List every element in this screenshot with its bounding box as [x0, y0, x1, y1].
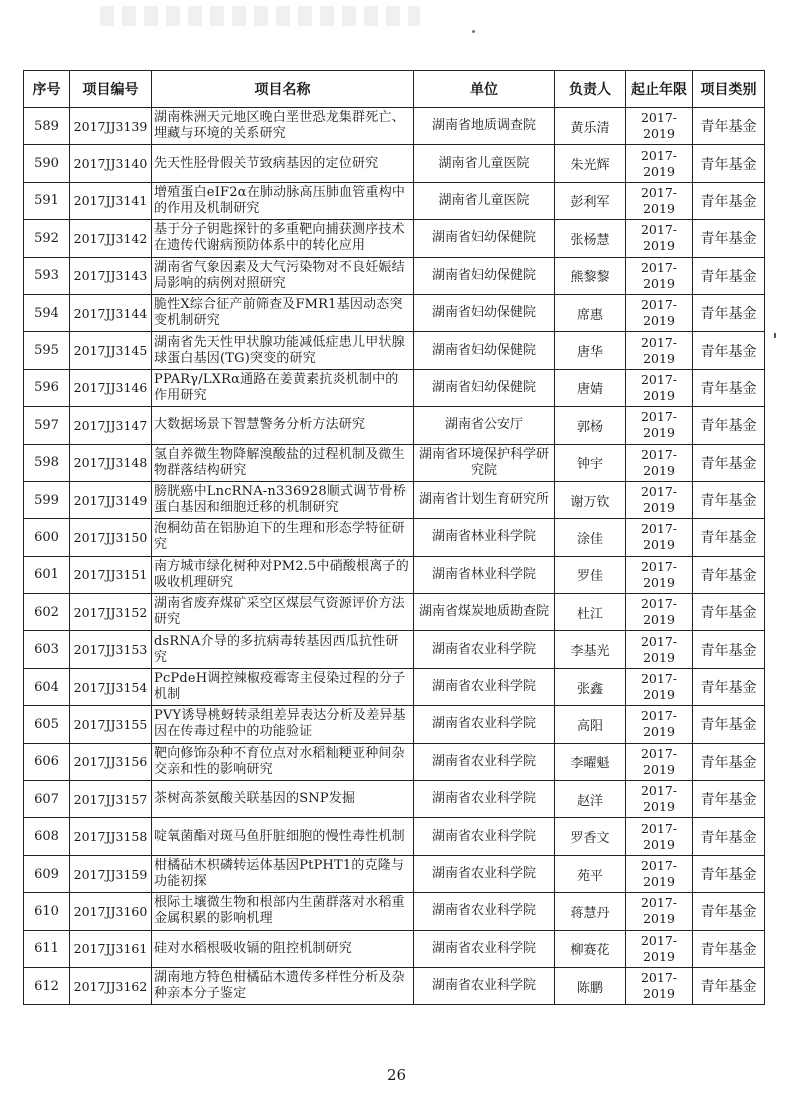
- cell-type: 青年基金: [693, 481, 765, 518]
- cell-owner: 黄乐清: [555, 108, 626, 145]
- cell-years: 2017-2019: [626, 332, 693, 369]
- cell-name: 茶树高茶氨酸关联基因的SNP发掘: [152, 781, 414, 818]
- cell-seq: 600: [24, 519, 70, 556]
- page-number: 26: [386, 1066, 407, 1084]
- cell-name: 大数据场景下智慧警务分析方法研究: [152, 407, 414, 444]
- table-row: [24, 407, 765, 444]
- cell-years: 2017-2019: [626, 481, 693, 518]
- cell-unit: 湖南省农业科学院: [414, 668, 555, 705]
- cell-owner: 熊黎黎: [555, 257, 626, 294]
- cell-type: 青年基金: [693, 145, 765, 182]
- cell-seq: 598: [24, 444, 70, 481]
- cell-code: 2017JJ3153: [70, 631, 152, 668]
- cell-seq: 602: [24, 594, 70, 631]
- table-row: [24, 818, 765, 855]
- cell-years: 2017-2019: [626, 444, 693, 481]
- table-row: [24, 369, 765, 406]
- table-row: [24, 108, 765, 145]
- cell-unit: 湖南省妇幼保健院: [414, 369, 555, 406]
- cell-seq: 608: [24, 818, 70, 855]
- table-row: [24, 519, 765, 556]
- cell-type: 青年基金: [693, 182, 765, 219]
- cell-years: 2017-2019: [626, 818, 693, 855]
- cell-code: 2017JJ3147: [70, 407, 152, 444]
- cell-code: 2017JJ3162: [70, 967, 152, 1004]
- cell-name: PcPdeH调控辣椒疫霉寄主侵染过程的分子机制: [152, 668, 414, 705]
- cell-name: PVY诱导桃蚜转录组差异表达分析及差异基因在传毒过程中的功能验证: [152, 706, 414, 743]
- cell-seq: 611: [24, 930, 70, 967]
- scan-side-mark: [774, 333, 776, 338]
- cell-unit: 湖南省农业科学院: [414, 631, 555, 668]
- cell-unit: 湖南省农业科学院: [414, 967, 555, 1004]
- header-type: 项目类别: [693, 71, 765, 108]
- cell-unit: 湖南省地质调查院: [414, 108, 555, 145]
- header-seq: 序号: [24, 71, 70, 108]
- cell-years: 2017-2019: [626, 781, 693, 818]
- table-row: [24, 220, 765, 257]
- table-row: [24, 145, 765, 182]
- cell-owner: 高阳: [555, 706, 626, 743]
- cell-seq: 590: [24, 145, 70, 182]
- cell-years: 2017-2019: [626, 519, 693, 556]
- cell-code: 2017JJ3157: [70, 781, 152, 818]
- cell-type: 青年基金: [693, 818, 765, 855]
- cell-code: 2017JJ3145: [70, 332, 152, 369]
- cell-name: 根际土壤微生物和根部内生菌群落对水稻重金属积累的影响机理: [152, 893, 414, 930]
- cell-type: 青年基金: [693, 556, 765, 593]
- cell-type: 青年基金: [693, 407, 765, 444]
- cell-type: 青年基金: [693, 594, 765, 631]
- cell-type: 青年基金: [693, 893, 765, 930]
- cell-seq: 610: [24, 893, 70, 930]
- cell-owner: 唐华: [555, 332, 626, 369]
- cell-type: 青年基金: [693, 294, 765, 331]
- cell-owner: 涂佳: [555, 519, 626, 556]
- cell-seq: 596: [24, 369, 70, 406]
- cell-code: 2017JJ3144: [70, 294, 152, 331]
- cell-type: 青年基金: [693, 781, 765, 818]
- cell-seq: 605: [24, 706, 70, 743]
- cell-unit: 湖南省妇幼保健院: [414, 332, 555, 369]
- cell-unit: 湖南省农业科学院: [414, 743, 555, 780]
- cell-years: 2017-2019: [626, 967, 693, 1004]
- header-code: 项目编号: [70, 71, 152, 108]
- table-row: [24, 556, 765, 593]
- cell-unit: 湖南省儿童医院: [414, 145, 555, 182]
- cell-type: 青年基金: [693, 930, 765, 967]
- cell-name: dsRNA介导的多抗病毒转基因西瓜抗性研究: [152, 631, 414, 668]
- cell-years: 2017-2019: [626, 556, 693, 593]
- cell-name: 柑橘砧木枳磷转运体基因PtPHT1的克隆与功能初探: [152, 855, 414, 892]
- cell-code: 2017JJ3141: [70, 182, 152, 219]
- cell-code: 2017JJ3148: [70, 444, 152, 481]
- table-row: [24, 444, 765, 481]
- cell-owner: 苑平: [555, 855, 626, 892]
- cell-years: 2017-2019: [626, 369, 693, 406]
- cell-years: 2017-2019: [626, 145, 693, 182]
- cell-code: 2017JJ3140: [70, 145, 152, 182]
- cell-name: 基于分子钥匙探针的多重靶向捕获测序技术在遗传代谢病预防体系中的转化应用: [152, 220, 414, 257]
- table-header-row: [24, 71, 765, 108]
- cell-unit: 湖南省公安厅: [414, 407, 555, 444]
- cell-name: PPARγ/LXRα通路在姜黄素抗炎机制中的作用研究: [152, 369, 414, 406]
- cell-code: 2017JJ3151: [70, 556, 152, 593]
- cell-code: 2017JJ3156: [70, 743, 152, 780]
- cell-years: 2017-2019: [626, 631, 693, 668]
- cell-seq: 606: [24, 743, 70, 780]
- cell-code: 2017JJ3150: [70, 519, 152, 556]
- cell-code: 2017JJ3159: [70, 855, 152, 892]
- table-row: [24, 855, 765, 892]
- cell-type: 青年基金: [693, 706, 765, 743]
- cell-name: 湖南省废弃煤矿采空区煤层气资源评价方法研究: [152, 594, 414, 631]
- cell-name: 脆性X综合征产前筛查及FMR1基因动态突变机制研究: [152, 294, 414, 331]
- cell-years: 2017-2019: [626, 257, 693, 294]
- cell-code: 2017JJ3152: [70, 594, 152, 631]
- cell-unit: 湖南省农业科学院: [414, 893, 555, 930]
- cell-type: 青年基金: [693, 519, 765, 556]
- table-row: [24, 631, 765, 668]
- cell-type: 青年基金: [693, 967, 765, 1004]
- cell-type: 青年基金: [693, 108, 765, 145]
- cell-seq: 601: [24, 556, 70, 593]
- cell-unit: 湖南省煤炭地质勘查院: [414, 594, 555, 631]
- cell-name: 湖南株洲天元地区晚白垩世恐龙集群死亡、埋藏与环境的关系研究: [152, 108, 414, 145]
- cell-owner: 钟宇: [555, 444, 626, 481]
- table-row: [24, 967, 765, 1004]
- cell-owner: 席惠: [555, 294, 626, 331]
- cell-type: 青年基金: [693, 743, 765, 780]
- cell-name: 啶氧菌酯对斑马鱼肝脏细胞的慢性毒性机制: [152, 818, 414, 855]
- table-body: [24, 108, 765, 1005]
- header-unit: 单位: [414, 71, 555, 108]
- cell-seq: 603: [24, 631, 70, 668]
- cell-unit: 湖南省农业科学院: [414, 818, 555, 855]
- cell-type: 青年基金: [693, 855, 765, 892]
- cell-code: 2017JJ3160: [70, 893, 152, 930]
- cell-owner: 朱光辉: [555, 145, 626, 182]
- cell-unit: 湖南省计划生育研究所: [414, 481, 555, 518]
- cell-years: 2017-2019: [626, 594, 693, 631]
- cell-name: 先天性胫骨假关节致病基因的定位研究: [152, 145, 414, 182]
- cell-unit: 湖南省林业科学院: [414, 519, 555, 556]
- cell-type: 青年基金: [693, 631, 765, 668]
- cell-unit: 湖南省林业科学院: [414, 556, 555, 593]
- cell-years: 2017-2019: [626, 743, 693, 780]
- cell-seq: 591: [24, 182, 70, 219]
- cell-unit: 湖南省农业科学院: [414, 855, 555, 892]
- cell-owner: 李曜魁: [555, 743, 626, 780]
- cell-unit: 湖南省农业科学院: [414, 781, 555, 818]
- cell-seq: 607: [24, 781, 70, 818]
- cell-type: 青年基金: [693, 444, 765, 481]
- cell-name: 南方城市绿化树种对PM2.5中硝酸根离子的吸收机理研究: [152, 556, 414, 593]
- cell-name: 氢自养微生物降解溴酸盐的过程机制及微生物群落结构研究: [152, 444, 414, 481]
- cell-code: 2017JJ3161: [70, 930, 152, 967]
- table-row: [24, 257, 765, 294]
- cell-code: 2017JJ3142: [70, 220, 152, 257]
- table-row: [24, 182, 765, 219]
- header-years: 起止年限: [626, 71, 693, 108]
- cell-seq: 612: [24, 967, 70, 1004]
- header-owner: 负责人: [555, 71, 626, 108]
- cell-name: 膀胱癌中LncRNA-n336928顺式调节骨桥蛋白基因和细胞迁移的机制研究: [152, 481, 414, 518]
- cell-owner: 罗佳: [555, 556, 626, 593]
- cell-name: 硅对水稻根吸收镉的阻控机制研究: [152, 930, 414, 967]
- cell-owner: 罗香文: [555, 818, 626, 855]
- cell-code: 2017JJ3139: [70, 108, 152, 145]
- cell-owner: 张鑫: [555, 668, 626, 705]
- cell-seq: 604: [24, 668, 70, 705]
- cell-name: 湖南省先天性甲状腺功能减低症患儿甲状腺球蛋白基因(TG)突变的研究: [152, 332, 414, 369]
- cell-name: 湖南省气象因素及大气污染物对不良妊娠结局影响的病例对照研究: [152, 257, 414, 294]
- table-row: [24, 930, 765, 967]
- table-row: [24, 781, 765, 818]
- scan-dot: [472, 30, 475, 33]
- cell-name: 靶向修饰杂种不育位点对水稻籼粳亚种间杂交亲和性的影响研究: [152, 743, 414, 780]
- cell-years: 2017-2019: [626, 108, 693, 145]
- cell-type: 青年基金: [693, 332, 765, 369]
- cell-seq: 589: [24, 108, 70, 145]
- project-table: [23, 70, 765, 1005]
- cell-seq: 592: [24, 220, 70, 257]
- cell-years: 2017-2019: [626, 930, 693, 967]
- cell-owner: 郭杨: [555, 407, 626, 444]
- cell-owner: 李基光: [555, 631, 626, 668]
- cell-owner: 赵洋: [555, 781, 626, 818]
- cell-code: 2017JJ3155: [70, 706, 152, 743]
- cell-code: 2017JJ3158: [70, 818, 152, 855]
- cell-owner: 谢万钦: [555, 481, 626, 518]
- cell-unit: 湖南省妇幼保健院: [414, 257, 555, 294]
- cell-type: 青年基金: [693, 257, 765, 294]
- cell-seq: 599: [24, 481, 70, 518]
- cell-seq: 595: [24, 332, 70, 369]
- table-row: [24, 481, 765, 518]
- scan-bleed-marks: [100, 6, 420, 26]
- cell-name: 湖南地方特色柑橘砧木遗传多样性分析及杂种亲本分子鉴定: [152, 967, 414, 1004]
- cell-years: 2017-2019: [626, 182, 693, 219]
- cell-unit: 湖南省妇幼保健院: [414, 294, 555, 331]
- cell-unit: 湖南省环境保护科学研究院: [414, 444, 555, 481]
- cell-seq: 609: [24, 855, 70, 892]
- cell-code: 2017JJ3154: [70, 668, 152, 705]
- cell-type: 青年基金: [693, 220, 765, 257]
- table-row: [24, 743, 765, 780]
- cell-name: 泡桐幼苗在铝胁迫下的生理和形态学特征研究: [152, 519, 414, 556]
- table-row: [24, 668, 765, 705]
- cell-owner: 陈鹏: [555, 967, 626, 1004]
- cell-unit: 湖南省儿童医院: [414, 182, 555, 219]
- cell-code: 2017JJ3146: [70, 369, 152, 406]
- table-row: [24, 294, 765, 331]
- cell-owner: 杜江: [555, 594, 626, 631]
- cell-unit: 湖南省农业科学院: [414, 930, 555, 967]
- cell-owner: 唐婧: [555, 369, 626, 406]
- cell-owner: 柳赛花: [555, 930, 626, 967]
- header-name: 项目名称: [152, 71, 414, 108]
- table-row: [24, 332, 765, 369]
- cell-code: 2017JJ3149: [70, 481, 152, 518]
- table-row: [24, 594, 765, 631]
- cell-seq: 593: [24, 257, 70, 294]
- cell-years: 2017-2019: [626, 294, 693, 331]
- cell-years: 2017-2019: [626, 706, 693, 743]
- cell-code: 2017JJ3143: [70, 257, 152, 294]
- cell-owner: 彭利军: [555, 182, 626, 219]
- table-row: [24, 893, 765, 930]
- cell-seq: 597: [24, 407, 70, 444]
- table-row: [24, 706, 765, 743]
- cell-unit: 湖南省妇幼保健院: [414, 220, 555, 257]
- cell-years: 2017-2019: [626, 668, 693, 705]
- cell-years: 2017-2019: [626, 407, 693, 444]
- cell-years: 2017-2019: [626, 220, 693, 257]
- cell-name: 增殖蛋白eIF2α在肺动脉高压肺血管重构中的作用及机制研究: [152, 182, 414, 219]
- cell-years: 2017-2019: [626, 855, 693, 892]
- cell-years: 2017-2019: [626, 893, 693, 930]
- cell-owner: 蒋慧丹: [555, 893, 626, 930]
- cell-unit: 湖南省农业科学院: [414, 706, 555, 743]
- cell-owner: 张杨慧: [555, 220, 626, 257]
- cell-type: 青年基金: [693, 668, 765, 705]
- cell-seq: 594: [24, 294, 70, 331]
- cell-type: 青年基金: [693, 369, 765, 406]
